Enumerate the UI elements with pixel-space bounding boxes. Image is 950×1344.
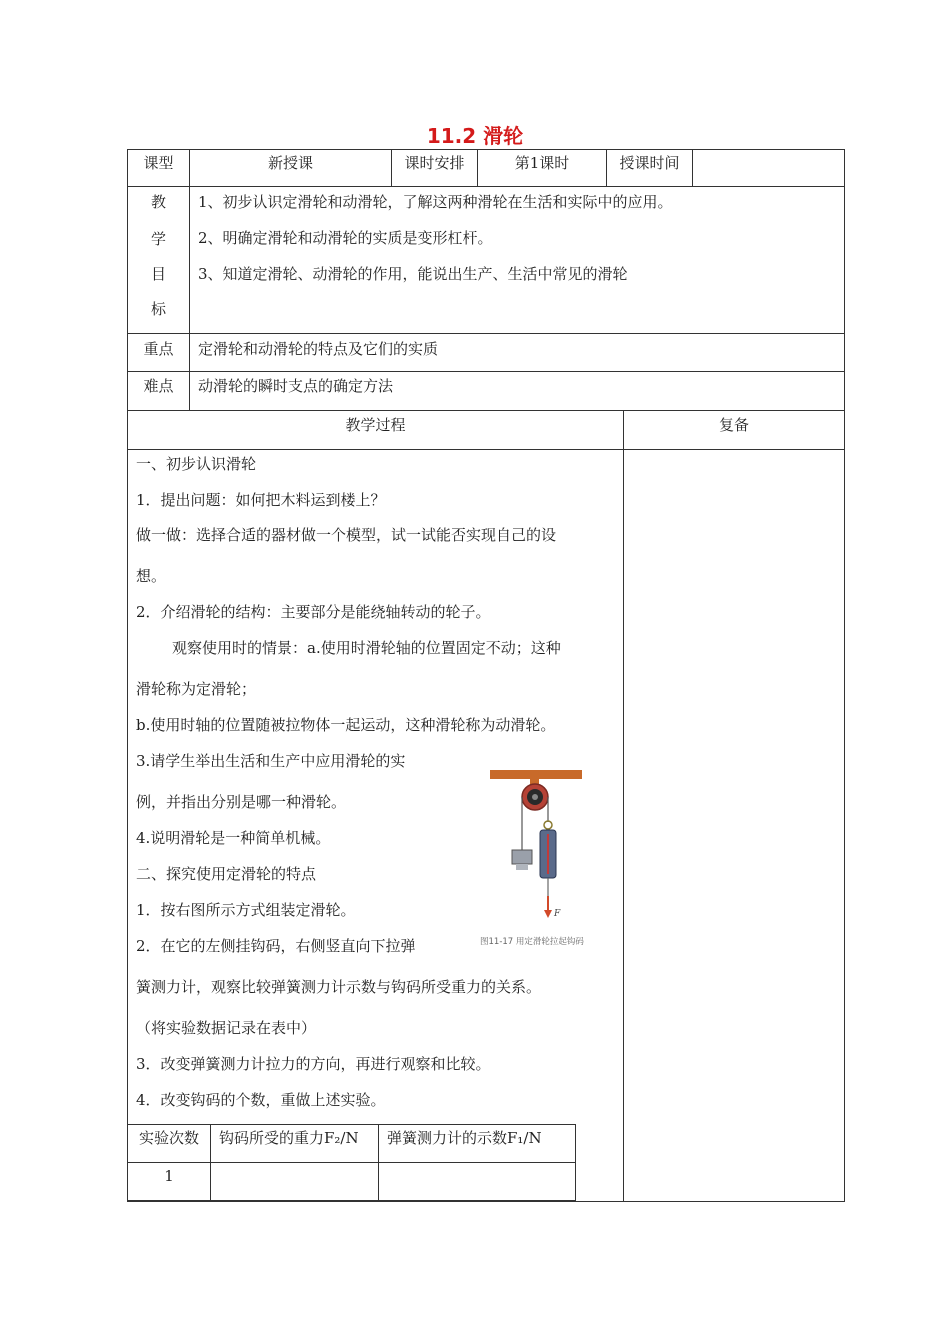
process-line-18: 4．改变钩码的个数，重做上述实验。: [136, 1091, 386, 1109]
schedule-value: 第1课时: [514, 154, 570, 172]
objectives-label-char-3: 目: [150, 265, 166, 283]
lesson-type-value: 新授课: [267, 154, 313, 172]
ceiling-beam: [490, 770, 582, 779]
objectives-label-char-4: 标: [150, 300, 166, 318]
fixed-pulley-figure: [478, 764, 613, 949]
objectives-label-char-2: 学: [150, 230, 166, 248]
review-header: 复备: [718, 416, 749, 434]
process-line-6: 观察使用时的情景：a.使用时滑轮轴的位置固定不动；这种: [172, 639, 561, 657]
process-line-13: 1．按右图所示方式组装定滑轮。: [136, 901, 356, 919]
process-line-7: 滑轮称为定滑轮；: [136, 680, 257, 698]
process-line-9: 3.请学生举出生活和生产中应用滑轮的实: [136, 752, 406, 770]
force-label: F: [554, 909, 561, 919]
process-line-4: 想。: [136, 567, 167, 585]
page-title: 11.2 滑轮: [426, 124, 524, 148]
process-line-15: 簧测力计，观察比较弹簧测力计示数与钩码所受重力的关系。: [136, 978, 542, 996]
process-line-8: b.使用时轴的位置随被拉物体一起运动，这种滑轮称为动滑轮。: [136, 716, 556, 734]
process-line-11: 4.说明滑轮是一种简单机械。: [136, 829, 331, 847]
objective-item-3: 3、知道定滑轮、动滑轮的作用，能说出生产、生活中常见的滑轮: [198, 265, 628, 283]
schedule-label: 课时安排: [404, 154, 465, 172]
key-point-label: 重点: [143, 340, 174, 358]
difficulty-text: 动滑轮的瞬时支点的确定方法: [198, 377, 394, 395]
table-header-scale: 弹簧测力计的示数F₁/N: [387, 1129, 542, 1147]
table-cell-trial-1: 1: [164, 1167, 174, 1185]
process-line-10: 例，并指出分别是哪一种滑轮。: [136, 793, 347, 811]
objective-item-1: 1、初步认识定滑轮和动滑轮，了解这两种滑轮在生活和实际中的应用。: [198, 193, 673, 211]
process-line-12: 二、探究使用定滑轮的特点: [136, 865, 317, 883]
figure-caption: 图11-17 用定滑轮拉起钩码: [480, 937, 584, 947]
time-label: 授课时间: [619, 154, 680, 172]
table-header-weight: 钩码所受的重力F₂/N: [219, 1129, 359, 1147]
process-line-14: 2．在它的左侧挂钩码，右侧竖直向下拉弹: [136, 937, 416, 955]
process-line-16: （将实验数据记录在表中）: [136, 1019, 317, 1037]
table-header-trial: 实验次数: [138, 1129, 199, 1147]
process-header: 教学过程: [345, 416, 406, 434]
objectives-label-char-1: 教: [150, 193, 166, 211]
objective-item-2: 2、明确定滑轮和动滑轮的实质是变形杠杆。: [198, 229, 493, 247]
key-point-text: 定滑轮和动滑轮的特点及它们的实质: [198, 340, 439, 358]
hook-weights: [512, 850, 532, 864]
process-line-2: 1．提出问题：如何把木料运到楼上？: [136, 491, 386, 509]
process-line-1: 一、初步认识滑轮: [136, 455, 257, 473]
process-line-5: 2．介绍滑轮的结构：主要部分是能绕轴转动的轮子。: [136, 603, 491, 621]
lesson-type-label: 课型: [143, 154, 174, 172]
process-line-3: 做一做：选择合适的器材做一个模型，试一试能否实现自己的设: [136, 526, 557, 544]
process-line-17: 3．改变弹簧测力计拉力的方向，再进行观察和比较。: [136, 1055, 491, 1073]
difficulty-label: 难点: [143, 377, 174, 395]
